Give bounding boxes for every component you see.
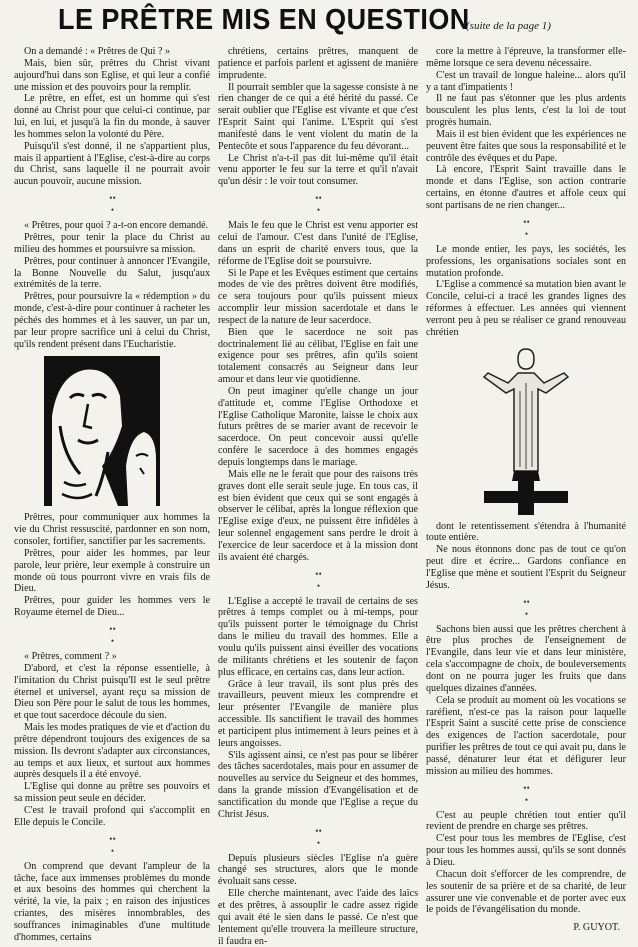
paragraph: C'est le travail profond qui s'accomplit en Elle depuis le Concile. (14, 804, 210, 828)
paragraph: Ne nous étonnons donc pas de tout ce qu'on peut dire et écrire... Gardons confiance en l'Eglise que mène et soutient l'Esprit du Seigneur Jésus. (426, 544, 626, 591)
paragraph: S'ils agissent ainsi, ce n'est pas pour se libérer des tâches sacerdotales, mais pour en assumer de nouvelles au service du Seigneur et des hommes, dans la grande mission d'Evangélisation et de sanctification du monde que l'Eglise a reçue du Christ Jésus. (218, 749, 418, 820)
paragraph: Grâce à leur travail, ils sont plus près des travailleurs, peuvent mieux les comprendre et leur présenter l'Evangile de manière plus accessible. Ils sanctifient le travail des hommes et participent plus intimement à leurs peines et à leurs angoisses. (218, 678, 418, 749)
paragraph: C'est un travail de longue haleine... alors qu'il y a tant d'impatients ! (426, 69, 626, 93)
woodcut-figures-illustration (44, 356, 160, 506)
paragraph: chrétiens, certains prêtres, manquent de patience et parfois parlent et agissent de manière imprudente. (218, 46, 418, 81)
paragraph: L'Eglise a commencé sa mutation bien avant le Concile, celui-ci a tracé les grandes lignes des réformes à effectuer. Les années qui viennent verront peu à peu se réaliser ce grand renouveau chrétien (426, 279, 626, 338)
section-separator: • • • (109, 833, 115, 856)
paragraph: Bien que le sacerdoce ne soit pas doctrinalement lié au célibat, l'Eglise en fait une exigence pour ses prêtres, afin qu'ils soient totalement consacrés au Seigneur dans leur amour et dans leur vie quotidienne. (218, 326, 418, 386)
section-separator: • • • (523, 782, 529, 805)
paragraph: Il ne faut pas s'étonner que les plus ardents bousculent les plus lents, c'est la loi de tout progrès humain. (426, 93, 626, 129)
paragraph: Elle cherche maintenant, avec l'aide des laïcs et des prêtres, à assouplir le cadre assez rigide qui avait été le sien dans le passé. Ce n'est que lentement qu'elle trouvera la meilleure structure, il faudra en- (218, 888, 418, 947)
section-separator: • • • (109, 624, 115, 646)
paragraph: D'abord, et c'est la réponse essentielle, à l'imitation du Christ puisqu'Il est le seul prêtre éternel et universel, ayant reçu sa mission de Dieu son Père pour le salut de tous les hommes, et que tout sacerdoce découle du sien. (14, 662, 210, 722)
paragraph: Chacun doit s'efforcer de les comprendre, de les soutenir de sa prière et de sa charité, de leur assurer une vie convenable et de porter avec eux le poids de l'évangélisation du monde. (426, 868, 626, 916)
section-separator: • • • (109, 193, 115, 216)
paragraph: « Prêtres, comment ? » (24, 651, 117, 662)
paragraph: Prêtres, pour communiquer aux hommes la vie du Christ ressuscité, pardonner en son nom, consoler, fortifier, sanctifier par les sacrements. (14, 512, 210, 548)
paragraph: On peut imaginer qu'elle change un jour d'attitude et, comme l'Eglise Orthodoxe et l'Eglise Catholique Maronite, laisse le choix aux futurs prêtres de se marier avant de recevoir le sacerdoce. On peut concevoir aussi qu'elle confère le sacerdoce à des hommes engagés depuis longtemps dans le mariage. (218, 385, 418, 468)
paragraph: core la mettre à l'épreuve, la transformer elle-même lorsque ce sera devenu nécessaire. (426, 46, 626, 69)
paragraph: Sachons bien aussi que les prêtres cherchent à être plus proches de l'enseignement de l'Evangile, dans leur vie et dans leur ministère, cela s'accompagne de choix, de bouleversements dont on ne pourra juger les fruits que dans quelques dizaines d'années. (426, 623, 626, 694)
paragraph: Cela se produit au moment où les vocations se raréfient, n'est-ce pas la raison pour laquelle l'Esprit Saint a suscité cette prise de conscience des exigences de l'action sacerdotale, pour purifier les prêtres de tout ce qui avait pu, dans le passé, dénaturer leur état et défigurer leur mission au milieu des hommes. (426, 694, 626, 777)
paragraph: On comprend que devant l'ampleur de la tâche, face aux immenses problèmes du monde et aux besoins des hommes qui cherchent la vérité, la vie, la paix ; en raison des injustices criantes, des misères innombrables, des souffrances inimaginables d'une multitude d'hommes, certains (14, 860, 210, 943)
author-signature: P. GUYOT. (573, 922, 620, 934)
paragraph: Mais le feu que le Christ est venu apporter est celui de l'amour. C'est dans l'unité de l'Eglise, dans un esprit de charité envers tous, que la réforme de l'Eglise doit se poursuivre. (218, 220, 418, 267)
paragraph: Puisqu'il s'est donné, il ne s'appartient plus, mais il appartient à l'Eglise, c'est-à-dire au corps du Christ, sans laquelle il ne pourrait avoir aucun pouvoir, aucune mission. (14, 140, 210, 188)
paragraph: Le monde entier, les pays, les sociétés, les professions, les organisations sociales sont en mutation profonde. (426, 243, 626, 279)
paragraph: « Prêtres, pour quoi ? a-t-on encore demandé. (24, 220, 209, 232)
paragraph: Mais elle ne le ferait que pour des raisons très graves dont elle serait seule juge. En tous cas, il est bien évident que ceux qui se sont engagés à observer le célibat, après la longue réflexion que l'Eglise exige d'eux, ne puissent être infidèles à leur solennel engagement sans perdre le droit à l'exercice de leur sacerdoce et à la mission dont ils avaient été chargés. (218, 468, 418, 563)
paragraph: Prêtres, pour guider les hommes vers le Royaume éternel de Dieu... (14, 595, 210, 619)
paragraph: dont le retentissement s'étendra à l'humanité toute entière. (426, 520, 626, 544)
section-separator: • • • (315, 193, 321, 216)
continuation-note: (suite de la page 1) (466, 20, 551, 32)
paragraph: Mais, bien sûr, prêtres du Christ vivant aujourd'hui dans son Eglise, et qui leur a confié une mission et des pouvoirs pour la remplir. (14, 57, 210, 93)
page-header (0, 0, 638, 44)
article-title: LE PRÊTRE MIS EN QUESTION (58, 4, 470, 36)
paragraph: Le prêtre, en effet, est un homme qui s'est donné au Christ pour que celui-ci continue, par lui, en lui, et jusqu'à la fin du monde, à sauver les hommes selon la volonté du Père. (14, 93, 210, 140)
paragraph: Mais il est bien évident que les expériences ne peuvent être faites que sous la responsabilité et le contrôle des évêques et du Pape. (426, 128, 626, 164)
paragraph: Prêtres, pour aider les hommes, par leur parole, leur prière, leur exemple à construire un monde où tous pourront vivre en vrais fils de Dieu. (14, 547, 210, 595)
section-separator: • • • (315, 568, 321, 591)
paragraph: Le Christ n'a-t-il pas dit lui-même qu'il était venu apporter le feu sur la terre et qu'il n'avait qu'un désir : le voir tout consumer. (218, 152, 418, 188)
paragraph: Il pourrait sembler que la sagesse consiste à ne rien changer de ce qui a été hérité du passé. Ce serait oublier que l'Eglise est vivante et que c'est l'Esprit Saint qui l'anime. L'Esprit qui s'est manifesté dans le vent violent du matin de la Pentecôte et sous l'apparence du feu dévorant... (218, 81, 418, 152)
paragraph: C'est pour tous les membres de l'Eglise, c'est pour tous les hommes aussi, qu'ils se sont donnés à Dieu. (426, 833, 626, 868)
paragraph: Depuis plusieurs siècles l'Eglise n'a guère changé ses structures, alors que le monde évoluait sans cesse. (218, 852, 418, 888)
paragraph: Prêtres, pour continuer à annoncer l'Evangile, la Bonne Nouvelle du Salut, jusqu'aux extrémités de la terre. (14, 255, 210, 291)
paragraph: Mais les modes pratiques de vie et d'action du prêtre dépendront toujours des exigences de sa mission. Ils devront s'adapter aux circonstances, au temps et aux lieux, et surtout aux hommes auprès desquels il a été envoyé. (14, 722, 210, 781)
section-separator: • • • (315, 825, 321, 848)
paragraph: L'Eglise a accepté le travail de certains de ses prêtres à temps complet ou à mi-temps, pour qu'ils puissent porter le témoignage du Christ dans le milieu du travail des hommes. Elle a voulu qu'ils puissent ainsi éveiller des vocations de militants chrétiens et les soutenir de façon plus efficace, en certains cas, dans leur action. (218, 595, 418, 678)
paragraph: Prêtres, pour tenir la place du Christ au milieu des hommes et poursuivre sa mission. (14, 231, 210, 255)
column-2 (218, 46, 418, 947)
christ-statue-illustration (478, 343, 574, 515)
paragraph: Prêtres, pour poursuivre la « rédemption » du monde, c'est-à-dire pour continuer à racheter les péchés des hommes et à les sauver, un par un, par leur propre sacrifice uni à celui du Christ, qu'ils rendent présent dans l'Eucharistie. (14, 291, 210, 350)
paragraph: Là encore, l'Esprit Saint travaille dans le monde et dans l'Eglise, son action contrarie certains, en étonne d'autres et affole ceux qui sont partisans de ne rien changer... (426, 164, 626, 211)
paragraph: L'Eglise qui donne au prêtre ses pouvoirs et sa mission peut seule en décider. (14, 781, 210, 805)
section-separator: • • • (523, 216, 529, 239)
column-3 (426, 46, 626, 934)
column-1 (14, 46, 210, 944)
paragraph: C'est au peuple chrétien tout entier qu'il revient de prendre en charge ses prêtres. (426, 809, 626, 833)
paragraph: On a demandé : « Prêtres de Qui ? » (24, 46, 171, 57)
paragraph: Si le Pape et les Evêques estiment que certains modes de vie des prêtres doivent être modifiés, ce sera toujours pour qu'ils puissent mieux accomplir leur mission sacerdotale et dans le respect de la nature de leur sacerdoce. (218, 267, 418, 326)
section-separator: • • • (523, 596, 529, 619)
